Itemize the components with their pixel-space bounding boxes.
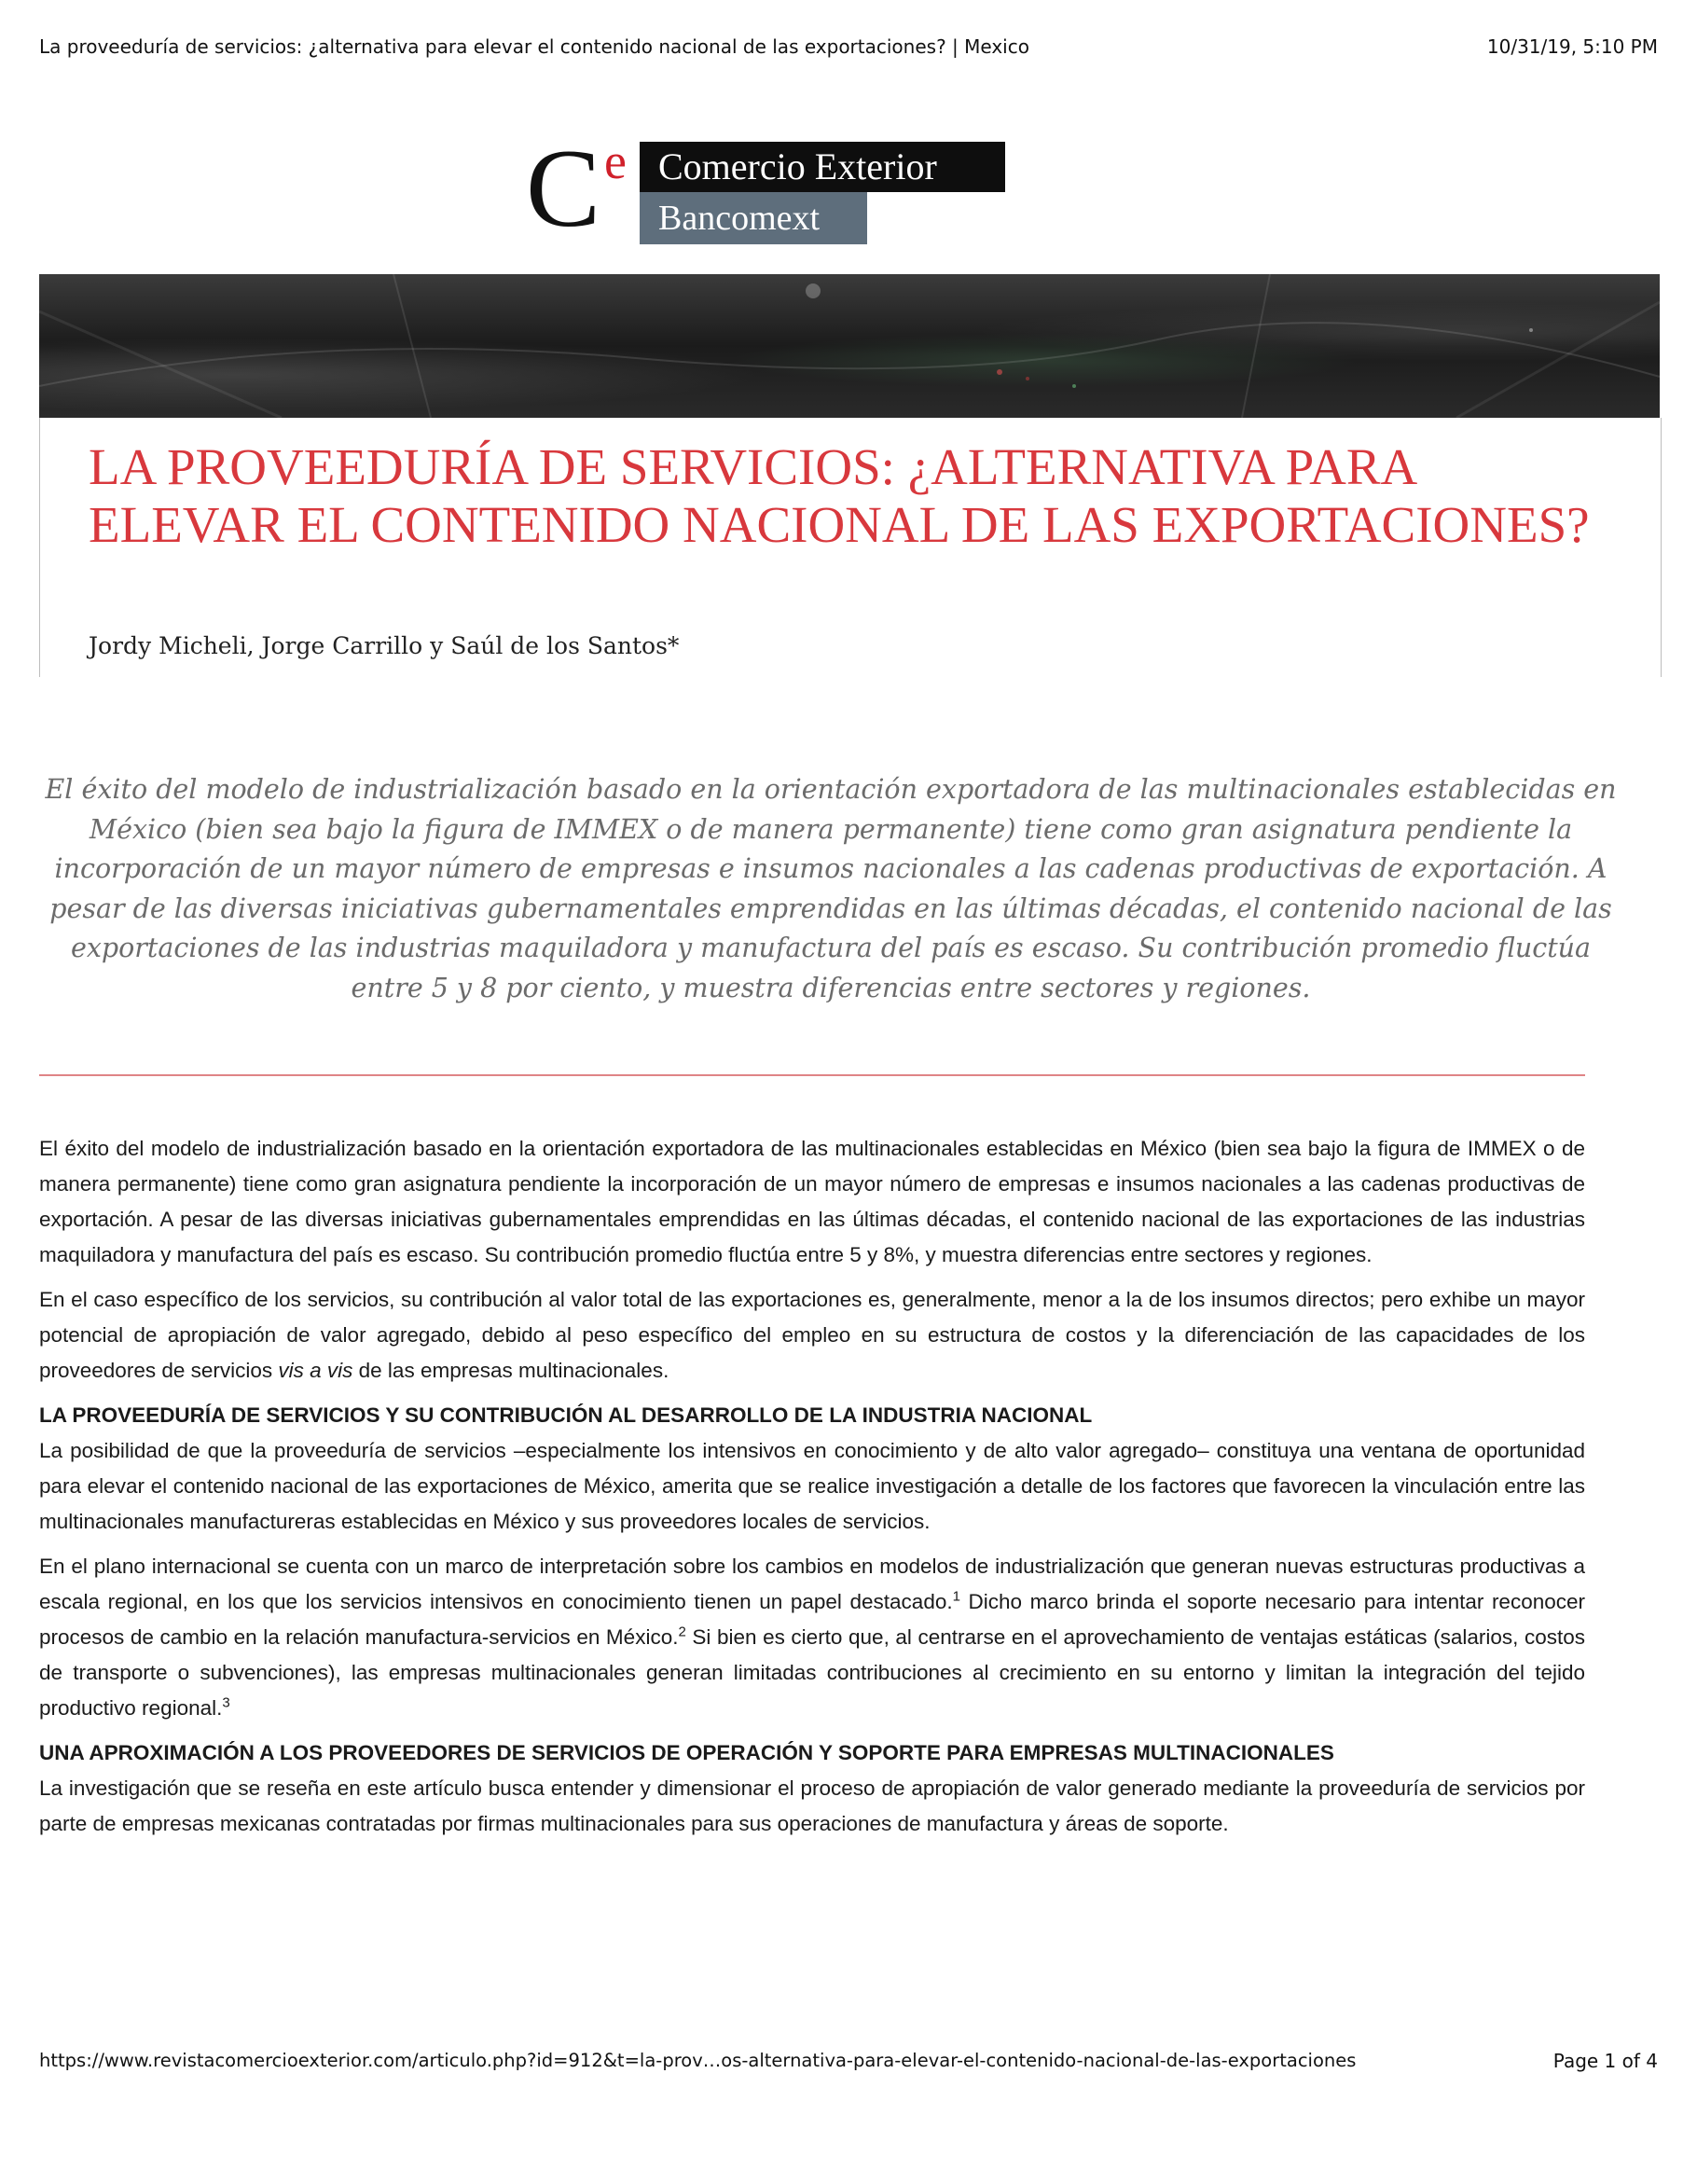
article-title: LA PROVEEDURÍA DE SERVICIOS: ¿ALTERNATIVA PARA ELEVAR EL CONTENIDO NACIONAL DE LAS EXPORTACIONES?	[89, 438, 1590, 553]
body-paragraph-1: El éxito del modelo de industrialización basado en la orientación exportadora de las multinacionales establecidas en México (bien sea bajo la figura de IMMEX o de manera permanente) tiene como gran asignatura pendiente la incorporación de un mayor número de empresas e insumos nacionales a las cadenas productivas de exportación. A pesar de las diversas iniciativas gubernamentales emprendidas en las últimas décadas, el contenido nacional de las exportaciones de las industrias maquiladora y manufactura del país es escaso. Su contribución promedio fluctúa entre 5 y 8%, y muestra diferencias entre sectores y regiones.	[39, 1137, 1585, 1266]
print-url: https://www.revistacomercioexterior.com/articulo.php?id=912&t=la-prov…os-alternativa-para-elevar-el-contenido-nacional-de-las-exportaciones	[39, 2050, 1357, 2071]
article-body	[39, 1131, 1585, 1851]
print-page-number: Page 1 of 4	[1552, 2050, 1658, 2072]
logo-bancomext-text: Bancomext	[640, 192, 867, 244]
logo-c-letter: C	[526, 126, 601, 250]
footnote-ref-1[interactable]: 1	[952, 1588, 960, 1605]
print-datetime: 10/31/19, 5:10 PM	[1486, 35, 1658, 58]
abstract-divider	[39, 1074, 1585, 1076]
article-authors: Jordy Micheli, Jorge Carrillo y Saúl de los Santos*	[89, 632, 680, 659]
logo-comercio-exterior-text: Comercio Exterior	[640, 142, 1005, 192]
body-paragraph-4	[39, 1549, 1585, 1726]
body-paragraph-2	[39, 1282, 1585, 1389]
body-paragraph-3: La posibilidad de que la proveeduría de servicios –especialmente los intensivos en conocimiento y de alto valor agregado– constituya una ventana de oportunidad para elevar el contenido nacional de las exportaciones de México, amerita que se realice investigación a detalle de los factores que favorecen la vinculación entre las multinacionales manufactureras establecidas en México y sus proveedores locales de servicios.	[39, 1439, 1585, 1533]
banner-decoration	[39, 274, 1660, 418]
section-heading-1: LA PROVEEDURÍA DE SERVICIOS Y SU CONTRIBUCIÓN AL DESARROLLO DE LA INDUSTRIA NACIONAL	[39, 1403, 1093, 1427]
body-paragraph-5: La investigación que se reseña en este artículo busca entender y dimensionar el proceso de apropiación de valor generado mediante la proveeduría de servicios por parte de empresas mexicanas contratadas por firmas multinacionales para sus operaciones de manufactura y áreas de soporte.	[39, 1776, 1585, 1835]
p4-text-a: En el plano internacional se cuenta con un marco de interpretación sobre los cambios en modelos de industrialización que generan nuevas estructuras productivas a escala regional, en los que los servicios intensivos en conocimiento tienen un papel destacado.	[39, 1555, 1585, 1613]
print-page-title: La proveeduría de servicios: ¿alternativa para elevar el contenido nacional de las exportaciones? | Mexico	[39, 35, 1029, 58]
p4-text-b: Dicho marco brinda el soporte necesario para intentar reconocer procesos de cambio en la relación manufactura-servicios en México.	[39, 1590, 1585, 1649]
header-banner-image	[39, 274, 1660, 418]
p2-italic: vis a vis	[278, 1359, 353, 1382]
footnote-ref-3[interactable]: 3	[222, 1694, 230, 1711]
p2-text-b: de las empresas multinacionales.	[352, 1359, 669, 1382]
p2-text-a: En el caso específico de los servicios, su contribución al valor total de las exportaciones es, generalmente, menor a la de los insumos directos; pero exhibe un mayor potencial de apropiación de valor agregado, debido al peso específico del empleo en su estructura de costos y la diferenciación de las capacidades de los proveedores de servicios	[39, 1288, 1585, 1382]
article-title-block	[39, 418, 1662, 677]
logo-e-letter: e	[604, 133, 627, 189]
article-abstract: El éxito del modelo de industrialización basado en la orientación exportadora de las multinacionales establecidas en México (bien sea bajo la figura de IMMEX o de manera permanente) tiene como gran asignatura pendiente la incorporación de un mayor número de empresas e insumos nacionales a las cadenas productivas de exportación. A pesar de las diversas iniciativas gubernamentales emprendidas en las últimas décadas, el contenido nacional de las exportaciones de las industrias maquiladora y manufactura del país es escaso. Su contribución promedio fluctúa entre 5 y 8 por ciento, y muestra diferencias entre sectores y regiones.	[45, 774, 1617, 1003]
footnote-ref-2[interactable]: 2	[678, 1624, 686, 1640]
section-heading-2: UNA APROXIMACIÓN A LOS PROVEEDORES DE SERVICIOS DE OPERACIÓN Y SOPORTE PARA EMPRESAS MULTINACIONALES	[39, 1741, 1334, 1764]
comercio-exterior-logo[interactable]	[526, 126, 1011, 250]
p4-text-c: Si bien es cierto que, al centrarse en el aprovechamiento de ventajas estáticas (salarios, costos de transporte o subvenciones), las empresas multinacionales generan limitadas contribuciones al crecimiento en su entorno y limitan la integración del tejido productivo regional.	[39, 1625, 1585, 1720]
